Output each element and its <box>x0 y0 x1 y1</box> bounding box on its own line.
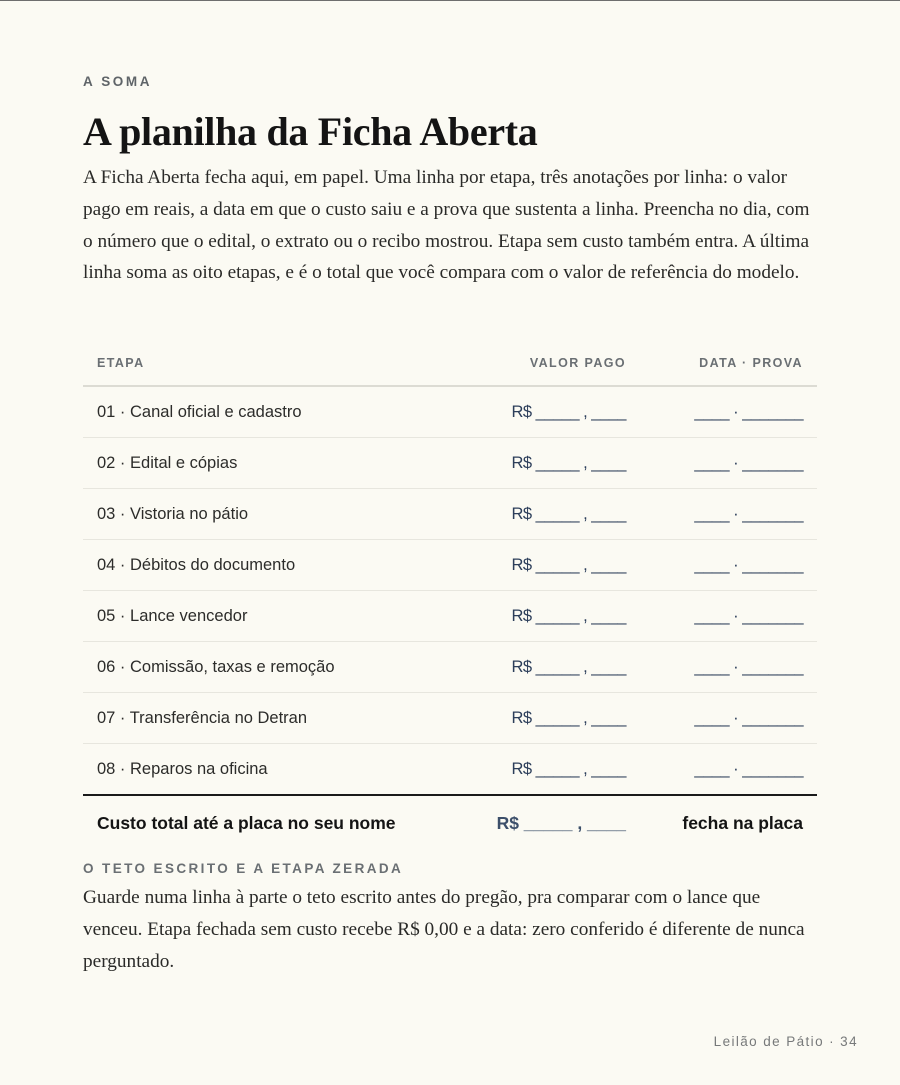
row-data-blank: ____ · _______ <box>694 402 803 421</box>
total-label: Custo total até a placa no seu nome <box>97 812 396 833</box>
table-row <box>83 693 817 744</box>
row-data-blank: ____ · _______ <box>694 657 803 676</box>
row-etapa: 01 · Canal oficial e cadastro <box>97 402 302 421</box>
table-row <box>83 540 817 591</box>
section-label: A SOMA <box>83 74 153 89</box>
table-row <box>83 387 817 438</box>
total-valor-blank: R$ _____ , ____ <box>496 812 626 833</box>
row-data-blank: ____ · _______ <box>694 606 803 625</box>
row-valor-blank: R$ _____ , ____ <box>511 453 626 472</box>
total-row <box>83 796 817 850</box>
row-valor-blank: R$ _____ , ____ <box>511 759 626 778</box>
table-row <box>83 642 817 693</box>
row-valor-blank: R$ _____ , ____ <box>511 402 626 421</box>
row-data-blank: ____ · _______ <box>694 555 803 574</box>
row-etapa: 07 · Transferência no Detran <box>97 708 308 727</box>
table-row <box>83 744 817 796</box>
table-row <box>83 489 817 540</box>
row-etapa: 06 · Comissão, taxas e remoção <box>97 657 335 676</box>
row-etapa: 02 · Edital e cópias <box>97 453 238 472</box>
row-valor-blank: R$ _____ , ____ <box>511 555 626 574</box>
header-data-prova: DATA · PROVA <box>699 356 803 370</box>
row-data-blank: ____ · _______ <box>694 504 803 523</box>
row-data-blank: ____ · _______ <box>694 759 803 778</box>
page-footer: Leilão de Pátio · 34 <box>713 1034 858 1049</box>
row-valor-blank: R$ _____ , ____ <box>511 606 626 625</box>
intro-paragraph: A Ficha Aberta fecha aqui, em papel. Uma linha por etapa, três anotações por linha: o valor pago em reais, a data em que o custo saiu e a prova que sustenta a linha. Preencha no dia, com o número que o edital, o extrato ou o recibo mostrou. Etapa sem custo também entra. A última linha soma as oito etapas, e é o total que você compara com o valor de referência do modelo. <box>83 167 810 284</box>
top-rule <box>0 0 900 1</box>
row-valor-blank: R$ _____ , ____ <box>511 708 626 727</box>
page-title: A planilha da Ficha Aberta <box>83 109 538 154</box>
table-header <box>83 341 817 387</box>
row-etapa: 03 · Vistoria no pátio <box>97 504 249 523</box>
table-row <box>83 438 817 489</box>
total-note: fecha na placa <box>682 812 803 833</box>
row-data-blank: ____ · _______ <box>694 453 803 472</box>
row-data-blank: ____ · _______ <box>694 708 803 727</box>
table-row <box>83 591 817 642</box>
row-etapa: 05 · Lance vencedor <box>97 606 248 625</box>
row-etapa: 04 · Débitos do documento <box>97 555 296 574</box>
header-valor-pago: VALOR PAGO <box>529 356 626 370</box>
row-etapa: 08 · Reparos na oficina <box>97 759 268 778</box>
note-paragraph: Guarde numa linha à parte o teto escrito antes do pregão, pra comparar com o lance que venceu. Etapa fechada sem custo recebe R$ 0,00 e a data: zero conferido é diferente de nunca perguntado. <box>83 887 805 972</box>
note-label: O TETO ESCRITO E A ETAPA ZERADA <box>83 861 404 876</box>
header-etapa: ETAPA <box>97 356 145 370</box>
cost-worksheet-table <box>83 341 817 850</box>
row-valor-blank: R$ _____ , ____ <box>511 657 626 676</box>
row-valor-blank: R$ _____ , ____ <box>511 504 626 523</box>
